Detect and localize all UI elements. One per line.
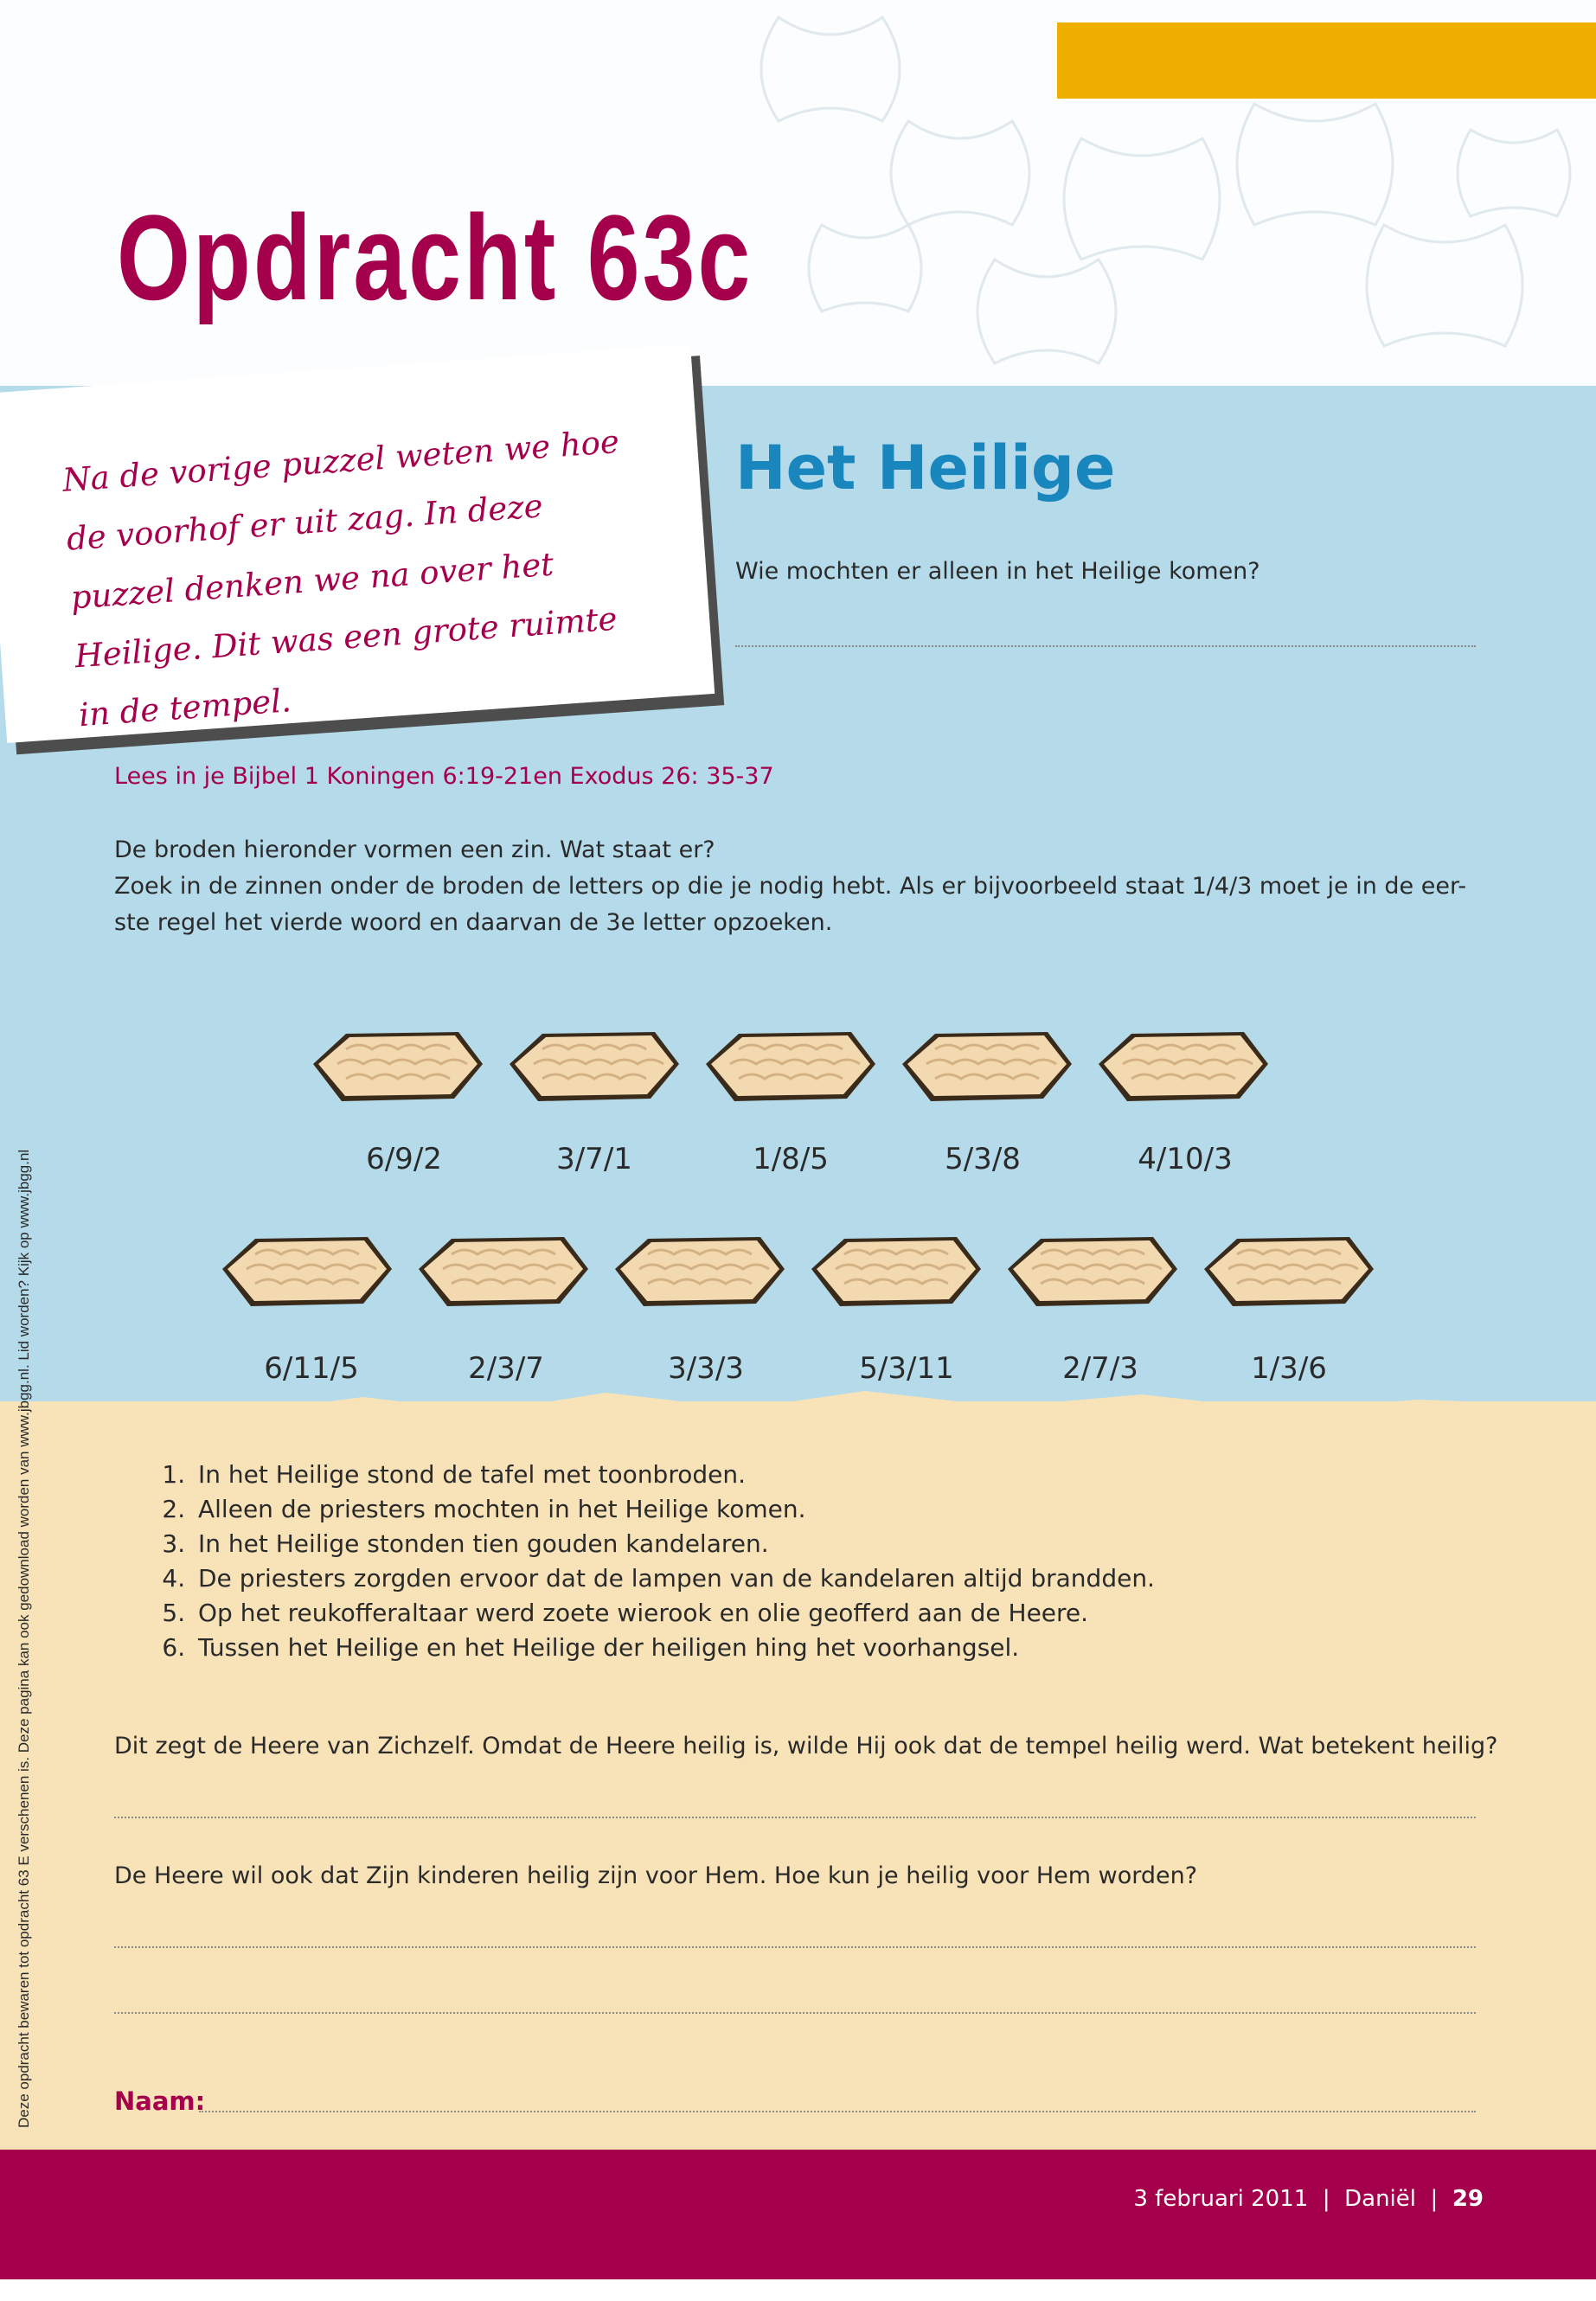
bread-item [508, 1025, 681, 1106]
list-item: 2. Alleen de priesters mochten in het Heilige komen. [193, 1492, 1155, 1527]
bread-icon [508, 1025, 681, 1103]
list-item: 5. Op het reukofferaltaar werd zoete wierook en olie geofferd aan de Heere. [193, 1596, 1155, 1631]
question-2: Dit zegt de Heere van Zichzelf. Omdat de Heere heilig is, wilde Hij ook dat de tempel heilig werd. Wat betekent heilig? [114, 1733, 1498, 1759]
page-number: 29 [1452, 2186, 1484, 2212]
bread-item [901, 1025, 1074, 1106]
bread-item [1097, 1025, 1270, 1106]
instruction-line: De broden hieronder vormen een zin. Wat staat er? [114, 836, 715, 863]
bread-item [810, 1230, 983, 1311]
list-item: 3. In het Heilige stonden tien gouden kandelaren. [193, 1527, 1155, 1561]
bread-icon [417, 1230, 590, 1308]
bread-item [1202, 1230, 1375, 1311]
list-item: 1. In het Heilige stond de tafel met toonbroden. [193, 1458, 1155, 1492]
bread-code: 4/10/3 [1138, 1142, 1233, 1176]
bread-code: 6/11/5 [264, 1351, 359, 1386]
bread-icon [1097, 1025, 1270, 1103]
bread-item [704, 1025, 877, 1106]
question-1: Wie mochten er alleen in het Heilige komen? [735, 558, 1260, 585]
instructions [114, 832, 1481, 941]
answer-line-2[interactable] [114, 1817, 1476, 1818]
bread-code: 5/3/8 [945, 1142, 1021, 1176]
bread-icon [810, 1230, 983, 1308]
list-item: 6. Tussen het Heilige en het Heilige der heiligen hing het voorhangsel. [193, 1631, 1155, 1665]
bread-item [613, 1230, 786, 1311]
side-note: Deze opdracht bewaren tot opdracht 63 E verschenen is. Deze pagina kan ook gedownload worden van www.jbgg.nl. Lid worden? Kijk op www.jbgg.nl [16, 1149, 32, 2128]
bread-code: 2/7/3 [1062, 1351, 1138, 1386]
name-line[interactable] [199, 2111, 1476, 2112]
answer-line-3a[interactable] [114, 1946, 1476, 1948]
bread-item [417, 1230, 590, 1311]
bread-icon [901, 1025, 1074, 1103]
footer-section: Daniël [1344, 2186, 1416, 2212]
bread-icon [311, 1025, 484, 1103]
bread-icon [221, 1230, 394, 1308]
bread-code: 3/7/1 [556, 1142, 632, 1176]
list-item: 4. De priesters zorgden ervoor dat de lampen van de kandelaren altijd brandden. [193, 1561, 1155, 1596]
bread-icon [704, 1025, 877, 1103]
bread-code: 6/9/2 [366, 1142, 442, 1176]
orange-accent-bar [1057, 22, 1596, 99]
instruction-line: ste regel het vierde woord en daarvan de 3e letter opzoeken. [114, 909, 833, 936]
page-title: Opdracht 63c [117, 189, 753, 325]
instruction-line: Zoek in de zinnen onder de broden de letters op die je nodig hebt. Als er bijvoorbeeld staat 1/4/3 moet je in de eer- [114, 873, 1467, 900]
footer-date: 3 februari 2011 [1133, 2186, 1309, 2212]
bread-item [221, 1230, 394, 1311]
answer-line-3b[interactable] [114, 2012, 1476, 2014]
bread-code: 3/3/3 [668, 1351, 744, 1386]
bread-item [1006, 1230, 1179, 1311]
intro-note-text: Na de vorige puzzel weten we hoe de voorhof er uit zag. In deze puzzel denken we na over het Heilige. Dit was een grote ruimte in de tempel. [61, 422, 621, 734]
bread-item [311, 1025, 484, 1106]
bread-icon [1202, 1230, 1375, 1308]
bread-code: 5/3/11 [859, 1351, 954, 1386]
footer-text [1133, 2186, 1484, 2212]
reading-reference: Lees in je Bijbel 1 Koningen 6:19-21en Exodus 26: 35-37 [114, 763, 774, 790]
name-label: Naam: [114, 2086, 206, 2116]
bread-code: 1/8/5 [753, 1142, 829, 1176]
sentence-list [151, 1458, 1155, 1665]
bread-code: 2/3/7 [468, 1351, 544, 1386]
section-title: Het Heilige [735, 433, 1116, 503]
footer-separator: | [1430, 2186, 1439, 2212]
bread-icon [1006, 1230, 1179, 1308]
answer-line-1[interactable] [735, 645, 1476, 647]
bottom-margin [0, 2279, 1596, 2301]
question-3: De Heere wil ook dat Zijn kinderen heilig zijn voor Hem. Hoe kun je heilig voor Hem worden? [114, 1862, 1198, 1889]
footer-separator: | [1322, 2186, 1330, 2212]
bread-icon [613, 1230, 786, 1308]
bread-code: 1/3/6 [1251, 1351, 1327, 1386]
footer-bar [0, 2150, 1596, 2279]
